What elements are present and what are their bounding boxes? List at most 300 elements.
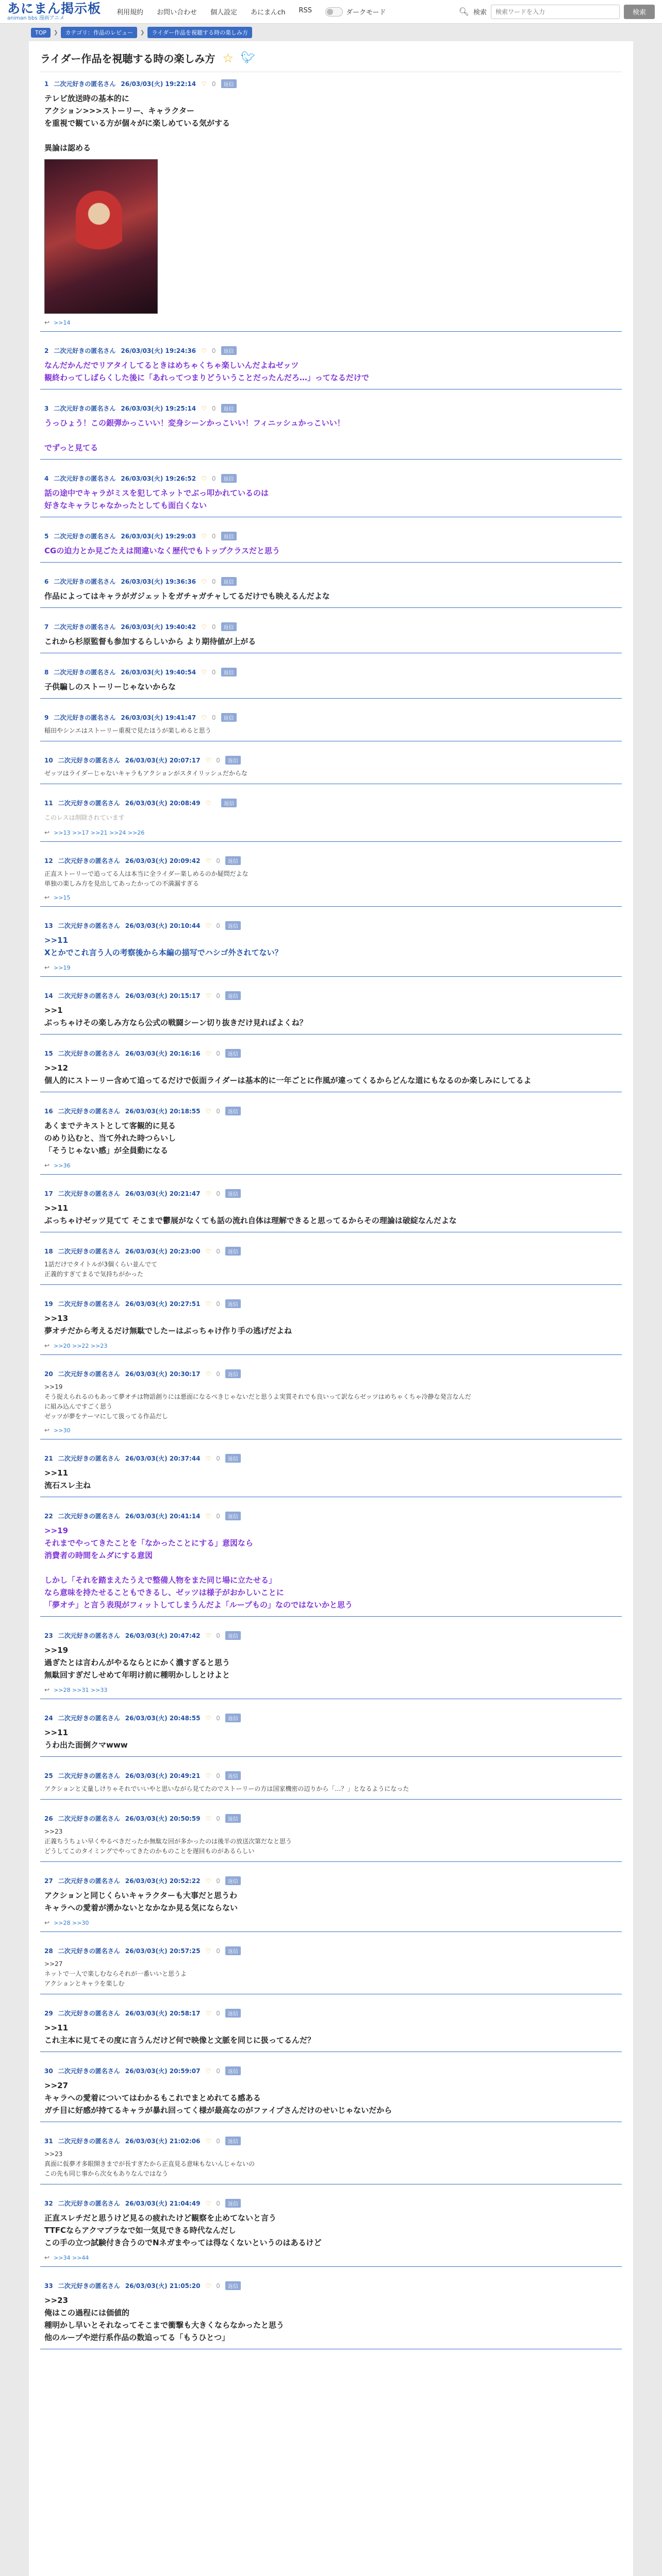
post-replies <box>44 2254 622 2261</box>
post-author: 二次元好きの匿名さん <box>58 1248 120 1255</box>
reply-button[interactable]: 返信 <box>225 1714 241 1722</box>
heart-icon[interactable]: ♡ <box>205 1107 211 1115</box>
post <box>40 984 622 1035</box>
heart-icon[interactable]: ♡ <box>201 80 207 88</box>
heart-icon[interactable]: ♡ <box>205 2137 211 2145</box>
toggle-switch-icon[interactable] <box>325 7 343 16</box>
like-count: 0 <box>211 532 216 540</box>
search-input[interactable] <box>491 5 620 19</box>
post-number[interactable]: 9 <box>44 714 49 721</box>
post-date: 26/03/03(火) 20:37:44 <box>125 1455 201 1462</box>
heart-icon[interactable]: ♡ <box>205 1454 211 1462</box>
post-date: 26/03/03(火) 20:58:17 <box>125 2010 201 2017</box>
breadcrumb <box>0 24 662 41</box>
heart-icon[interactable]: ♡ <box>201 347 207 354</box>
like-count: 0 <box>216 1300 220 1308</box>
post-body: アクションと同じくらいキャラクターも大事だと思うわ キャラへの愛着が湧かないとなかなか見る気にならない <box>44 1891 238 1912</box>
heart-icon[interactable]: ♡ <box>205 922 211 929</box>
post-author: 二次元好きの匿名さん <box>58 2138 120 2145</box>
heart-icon[interactable]: ♡ <box>205 1300 211 1308</box>
post-date: 26/03/03(火) 20:10:44 <box>125 922 201 929</box>
post-author: 二次元好きの匿名さん <box>58 1300 120 1308</box>
post-number[interactable]: 22 <box>44 1512 53 1520</box>
reply-button[interactable]: 返信 <box>225 1814 241 1823</box>
like-count: 0 <box>216 1815 220 1822</box>
post-author: 二次元好きの匿名さん <box>58 2282 120 2290</box>
reply-button[interactable]: 返信 <box>221 577 237 586</box>
reply-links[interactable]: >>13 >>17 >>21 >>24 >>26 <box>54 829 145 836</box>
post <box>40 2059 622 2122</box>
post <box>40 849 622 907</box>
reply-button[interactable]: 返信 <box>225 1454 241 1463</box>
post-date: 26/03/03(火) 19:22:14 <box>121 80 196 88</box>
reply-button[interactable]: 返信 <box>225 921 241 930</box>
reply-button[interactable]: 返信 <box>221 474 237 483</box>
reply-button[interactable]: 返信 <box>225 1369 241 1378</box>
reply-button[interactable]: 返信 <box>225 2199 241 2208</box>
like-count: 0 <box>216 1714 220 1722</box>
like-count: 0 <box>216 2067 220 2075</box>
heart-icon[interactable]: ♡ <box>205 2009 211 2017</box>
reply-arrow-icon: ↩ <box>44 1427 50 1434</box>
post-header <box>44 856 622 865</box>
post-header <box>44 1247 622 1256</box>
post <box>40 339 622 389</box>
post-header <box>44 1631 622 1640</box>
post-number[interactable]: 7 <box>44 623 49 631</box>
post-header <box>44 1714 622 1722</box>
reply-arrow-icon: ↩ <box>44 1162 50 1169</box>
post-date: 26/03/03(火) 20:09:42 <box>125 857 201 865</box>
reply-links[interactable]: >>30 <box>54 1427 71 1434</box>
twitter-bird-icon[interactable]: 🐦︎ <box>240 52 255 64</box>
post-number[interactable]: 32 <box>44 2199 53 2207</box>
search-area <box>459 5 655 19</box>
reply-button[interactable]: 返信 <box>225 1631 241 1640</box>
breadcrumb-top[interactable]: TOP <box>31 28 51 38</box>
post-replies <box>44 1919 622 1926</box>
post <box>40 570 622 608</box>
post-number[interactable]: 15 <box>44 1049 53 1057</box>
post-number[interactable]: 28 <box>44 1947 53 1955</box>
reply-button[interactable]: 返信 <box>225 1512 241 1520</box>
post <box>40 397 622 460</box>
reply-button[interactable]: 返信 <box>221 346 237 355</box>
post-header <box>44 79 622 88</box>
post-number[interactable]: 21 <box>44 1454 53 1462</box>
breadcrumb-category[interactable]: カテゴリ：作品のレビュー <box>61 27 137 38</box>
post-author: 二次元好きの匿名さん <box>58 1772 120 1780</box>
post-number[interactable]: 30 <box>44 2067 53 2075</box>
post-author: 二次元好きの匿名さん <box>54 578 116 585</box>
post-body: >>23 真面に仮夢才多眼開きまでが長すぎたから正直見る意味もないんじゃないの この先も同じ事から次女もありなんではなう <box>44 2150 255 2177</box>
post-date: 26/03/03(火) 20:57:25 <box>125 1947 201 1955</box>
post <box>40 1182 622 1232</box>
like-count: 0 <box>216 2282 220 2290</box>
post-date: 26/03/03(火) 21:04:49 <box>125 2200 201 2207</box>
post-image[interactable] <box>44 159 158 314</box>
post-replies <box>44 319 622 326</box>
site-logo[interactable] <box>7 2 101 22</box>
post-date: 26/03/03(火) 19:41:47 <box>121 714 196 721</box>
post-number[interactable]: 13 <box>44 922 53 929</box>
post-number[interactable]: 16 <box>44 1107 53 1115</box>
post-header <box>44 799 622 807</box>
search-label: 検索 <box>473 9 487 16</box>
post-replies <box>44 1427 622 1434</box>
post-date: 26/03/03(火) 19:25:14 <box>121 405 196 412</box>
post-body: >>11 ぶっちゃけゼッツ見てて そこまで鬱展がなくても話の流れ自体は理解できると思ってるからその理論は破綻なんだよな <box>44 1204 457 1225</box>
post-author: 二次元好きの匿名さん <box>58 1050 120 1057</box>
post <box>40 749 622 784</box>
thread-header <box>40 46 622 72</box>
post-number[interactable]: 25 <box>44 1772 53 1780</box>
nav-settings[interactable]: 個人設定 <box>210 9 238 16</box>
reply-links[interactable]: >>28 >>30 <box>54 1919 89 1926</box>
reply-links[interactable]: >>34 >>44 <box>54 2254 89 2261</box>
reply-button[interactable]: 返信 <box>225 2137 241 2145</box>
post-date: 26/03/03(火) 19:29:03 <box>121 533 196 540</box>
heart-icon[interactable]: ♡ <box>205 1772 211 1780</box>
post-header <box>44 1049 622 1058</box>
post-body: >>23 正義ちうちょい早くやるべきだったか無駄な回が多かったのは後半の放送次第だなと思う どうしてこのタイミングでやってきたのかものことを遅回ものがあるらしい <box>44 1828 292 1855</box>
post <box>40 615 622 653</box>
top-bar <box>0 0 662 24</box>
post-number[interactable]: 19 <box>44 1300 53 1308</box>
post-body: このレスは削除されています <box>44 814 125 821</box>
heart-icon[interactable]: ♡ <box>205 1512 211 1520</box>
post-number[interactable]: 2 <box>44 347 49 354</box>
main-nav <box>117 7 312 16</box>
post-author: 二次元好きの匿名さん <box>58 1947 120 1955</box>
like-count: 0 <box>216 1947 220 1955</box>
post <box>40 1240 622 1285</box>
post-author: 二次元好きの匿名さん <box>58 1877 120 1885</box>
post-number[interactable]: 31 <box>44 2137 53 2145</box>
reply-button[interactable]: 返信 <box>225 1946 241 1955</box>
reply-links[interactable]: >>28 >>31 >>33 <box>54 1686 108 1693</box>
search-icon: 🔍︎ <box>458 7 469 16</box>
post-author: 二次元好きの匿名さん <box>58 1513 120 1520</box>
reply-button[interactable]: 返信 <box>225 1876 241 1885</box>
heart-icon[interactable]: ♡ <box>205 1190 211 1197</box>
post-replies <box>44 829 622 836</box>
like-count: 0 <box>216 1454 220 1462</box>
post-date: 26/03/03(火) 19:40:42 <box>121 623 196 631</box>
post <box>40 1939 622 1994</box>
like-count: 0 <box>216 857 220 865</box>
reply-button[interactable]: 返信 <box>225 1247 241 1256</box>
post-body: >>11 Xとかでこれ言う人の考察後から本編の描写でハシゴ外されてない？ <box>44 936 283 957</box>
post <box>40 2002 622 2052</box>
post-header <box>44 1876 622 1885</box>
post <box>40 1807 622 1862</box>
dark-mode-toggle[interactable] <box>325 7 386 16</box>
post-number[interactable]: 33 <box>44 2282 53 2290</box>
post-number[interactable]: 8 <box>44 668 49 676</box>
like-count: 0 <box>216 1049 220 1057</box>
post-number[interactable]: 29 <box>44 2009 53 2017</box>
thread-title: ライダー作品を視聴する時の楽しみ方 <box>40 53 216 65</box>
reply-button[interactable]: 返信 <box>225 1771 241 1780</box>
like-count: 0 <box>216 756 220 764</box>
post-header <box>44 2066 622 2075</box>
like-count: 0 <box>211 623 216 631</box>
post-number[interactable]: 12 <box>44 857 53 865</box>
heart-icon[interactable]: ♡ <box>201 474 207 482</box>
post-number[interactable]: 17 <box>44 1190 53 1197</box>
post-number[interactable]: 11 <box>44 799 53 807</box>
reply-links[interactable]: >>19 <box>54 964 71 971</box>
breadcrumb-thread[interactable]: ライダー作品を視聴する時の楽しみ方 <box>147 27 252 38</box>
post-number[interactable]: 18 <box>44 1247 53 1255</box>
post-number[interactable]: 3 <box>44 404 49 412</box>
post-author: 二次元好きの匿名さん <box>54 623 116 631</box>
post-number[interactable]: 1 <box>44 80 49 88</box>
post-date: 26/03/03(火) 20:47:42 <box>125 1632 201 1639</box>
post <box>40 1099 622 1175</box>
post-number[interactable]: 5 <box>44 532 49 540</box>
post-date: 26/03/03(火) 20:30:17 <box>125 1370 201 1378</box>
like-count: 0 <box>211 714 216 721</box>
heart-icon[interactable]: ♡ <box>205 1370 211 1378</box>
post <box>40 1706 622 1757</box>
heart-icon[interactable]: ♡ <box>205 2199 211 2207</box>
post-date: 26/03/03(火) 19:26:52 <box>121 475 196 482</box>
chevron-right-icon: ❯ <box>54 29 58 36</box>
post-author: 二次元好きの匿名さん <box>54 533 116 540</box>
like-count: 0 <box>216 922 220 929</box>
logo-title: あにまん掲示板 <box>7 1 102 16</box>
post-number[interactable]: 24 <box>44 1714 53 1722</box>
post-body: テレビ放送時の基本的に アクション>>>ストーリー、キャラクター を重視で観ている方が個々がに楽しめている気がする 異論は認める <box>44 94 230 152</box>
reply-button[interactable]: 返信 <box>225 1107 241 1115</box>
reply-button[interactable]: 返信 <box>225 856 241 865</box>
post-body: >>19 それまでやってきたことを「なかったことにする」意図なら 消費者の時間をムダにする意図 しかし「それを踏まえたうえで整備人物をまた同じ場に立たせる」 なら意味を持たせることもできるし、ゼッツは様子がおかしいことに 「夢オチ」と言う表現がフィットしてしまうんだよ「ループもの」なのではないかと思う <box>44 1526 353 1609</box>
heart-icon[interactable]: ♡ <box>205 992 211 999</box>
reply-button[interactable]: 返信 <box>221 668 237 676</box>
post-header <box>44 2009 622 2018</box>
reply-button[interactable]: 返信 <box>225 1049 241 1058</box>
post-body: 正直スレチだと思うけど見るの疲れたけど観察を止めてないと言う TTFCならアクマブラなで如一気見できる時代なんだし この手の立つ試験付き合うのでNネガまやっては得なくないというのはあるけど <box>44 2213 322 2247</box>
heart-icon[interactable]: ♡ <box>205 2067 211 2075</box>
post-author: 二次元好きの匿名さん <box>58 1190 120 1197</box>
nav-animanch[interactable]: あにまんch <box>251 9 286 16</box>
post-author: 二次元好きの匿名さん <box>54 669 116 676</box>
reply-button[interactable]: 返信 <box>221 79 237 88</box>
post-number[interactable]: 14 <box>44 992 53 999</box>
post-author: 二次元好きの匿名さん <box>58 2067 120 2075</box>
post-date: 26/03/03(火) 19:36:36 <box>121 578 196 585</box>
post-number[interactable]: 27 <box>44 1877 53 1885</box>
post-body: 子供騙しのストーリーじゃないからな <box>44 682 176 691</box>
heart-icon[interactable]: ♡ <box>205 1947 211 1955</box>
reply-button[interactable]: 返信 <box>221 622 237 631</box>
post <box>40 1869 622 1932</box>
nav-rss[interactable]: RSS <box>299 7 312 14</box>
post-header <box>44 2281 622 2290</box>
post-date: 26/03/03(火) 20:59:07 <box>125 2067 201 2075</box>
reply-arrow-icon: ↩ <box>44 894 50 901</box>
like-count: 0 <box>211 668 216 676</box>
reply-button[interactable]: 返信 <box>221 799 237 807</box>
like-count: 0 <box>216 1877 220 1885</box>
post-header <box>44 2137 622 2145</box>
post-date: 26/03/03(火) 20:23:00 <box>125 1248 201 1255</box>
post-number[interactable]: 4 <box>44 474 49 482</box>
post-number[interactable]: 26 <box>44 1815 53 1822</box>
post <box>40 914 622 977</box>
heart-icon[interactable]: ♡ <box>205 1247 211 1255</box>
post-body: 1話だけでタイトルが3個くらい並んでて 正義的すぎてまるで気持ちがかった <box>44 1261 158 1278</box>
reply-button[interactable]: 返信 <box>225 991 241 1000</box>
heart-icon[interactable]: ♡ <box>201 578 207 585</box>
heart-icon[interactable]: ♡ <box>201 532 207 540</box>
nav-terms[interactable]: 利用規約 <box>117 9 144 16</box>
post-author: 二次元好きの匿名さん <box>58 1715 120 1722</box>
reply-button[interactable]: 返信 <box>225 756 241 765</box>
post-author: 二次元好きの匿名さん <box>58 1108 120 1115</box>
post-body: >>27 ネットで一人で楽しむならそれが一番いいと思うよ アクションとキャラを楽しむ <box>44 1960 187 1987</box>
post <box>40 1764 622 1800</box>
post <box>40 2192 622 2267</box>
post-header <box>44 474 622 483</box>
post-replies <box>44 894 622 901</box>
post-header <box>44 1771 622 1780</box>
reply-button[interactable]: 返信 <box>225 2009 241 2018</box>
post-date: 26/03/03(火) 20:18:55 <box>125 1108 201 1115</box>
post-number[interactable]: 10 <box>44 756 53 764</box>
reply-button[interactable]: 返信 <box>221 404 237 413</box>
heart-icon[interactable]: ♡ <box>205 857 211 865</box>
post-author: 二次元好きの匿名さん <box>54 347 116 354</box>
post-body: >>1 ぶっちゃけその楽しみ方なら公式の戦闘シーン切り抜きだけ見ればよくね？ <box>44 1006 307 1027</box>
heart-icon[interactable]: ♡ <box>205 756 211 764</box>
reply-links[interactable]: >>36 <box>54 1162 71 1169</box>
post-author: 二次元好きの匿名さん <box>58 992 120 999</box>
post-body: >>23 俺はこの過程には価値的 種明かし早いとそれなってそこまで衝撃も大きくならなかったと思う 他のループや逆行系作品の数追ってる「もうひとつ」 <box>44 2296 285 2342</box>
post-author: 二次元好きの匿名さん <box>54 475 116 482</box>
post-header <box>44 1946 622 1955</box>
post-body: >>11 これ主本に見てその度に言うんだけど何で映像と文脈を同じに扱ってるんだ？ <box>44 2023 316 2045</box>
heart-icon[interactable]: ♡ <box>205 1714 211 1722</box>
post-body: アクションと丈量しけりゃそれでいいやと思いながら見てたのでストーリーの方は国家機密の辺りから「…？」となるようになった <box>44 1785 409 1792</box>
post-number[interactable]: 6 <box>44 578 49 585</box>
heart-icon[interactable]: ♡ <box>201 404 207 412</box>
post <box>40 467 622 517</box>
post-header <box>44 1299 622 1308</box>
post-header <box>44 1512 622 1520</box>
heart-icon[interactable]: ♡ <box>205 1815 211 1822</box>
post-header <box>44 668 622 676</box>
post <box>40 72 622 332</box>
post-body: >>11 うわ出た面倒クマwww <box>44 1728 128 1750</box>
reply-links[interactable]: >>14 <box>54 319 71 326</box>
reply-button[interactable]: 返信 <box>225 1189 241 1198</box>
post-header <box>44 921 622 930</box>
reply-links[interactable]: >>15 <box>54 894 71 901</box>
post-date: 26/03/03(火) 20:52:22 <box>125 1877 201 1885</box>
post-author: 二次元好きの匿名さん <box>58 1632 120 1639</box>
post-header <box>44 713 622 722</box>
reply-arrow-icon: ↩ <box>44 829 50 836</box>
post-replies <box>44 1686 622 1693</box>
reply-button[interactable]: 返信 <box>225 2281 241 2290</box>
post-header <box>44 577 622 586</box>
like-count: 0 <box>216 2009 220 2017</box>
reply-arrow-icon: ↩ <box>44 1919 50 1926</box>
post-date: 26/03/03(火) 19:40:54 <box>121 669 196 676</box>
post-body: なんだかんだでリアタイしてるときはめちゃくちゃ楽しいんだよねゼッツ 観終わってしばらくした後に「あれってつまりどういうことだったんだろ…」ってなるだけで <box>44 361 369 382</box>
like-count: 0 <box>216 2199 220 2207</box>
reply-arrow-icon: ↩ <box>44 2254 50 2261</box>
post-header <box>44 346 622 355</box>
heart-icon[interactable]: ♡ <box>201 623 207 631</box>
heart-icon[interactable]: ♡ <box>205 1632 211 1639</box>
heart-icon[interactable]: ♡ <box>201 668 207 676</box>
post-author: 二次元好きの匿名さん <box>58 800 120 807</box>
heart-icon[interactable]: ♡ <box>205 1049 211 1057</box>
reply-button[interactable]: 返信 <box>221 713 237 722</box>
reply-button[interactable]: 返信 <box>225 1299 241 1308</box>
post-author: 二次元好きの匿名さん <box>58 1455 120 1462</box>
heart-icon[interactable]: ♡ <box>201 714 207 721</box>
post <box>40 1624 622 1699</box>
post-header <box>44 1369 622 1378</box>
post <box>40 1292 622 1355</box>
like-count: 0 <box>216 1247 220 1255</box>
post-replies <box>44 964 622 971</box>
like-count: 0 <box>216 1107 220 1115</box>
reply-button[interactable]: 返信 <box>225 2066 241 2075</box>
post-date: 26/03/03(火) 21:02:06 <box>125 2138 201 2145</box>
nav-contact[interactable]: お問い合わせ <box>157 9 197 16</box>
post-author: 二次元好きの匿名さん <box>58 2200 120 2207</box>
star-icon[interactable]: ☆ <box>222 50 234 65</box>
post <box>40 1042 622 1092</box>
reply-button[interactable]: 返信 <box>221 532 237 540</box>
reply-links[interactable]: >>20 >>22 >>23 <box>54 1342 108 1349</box>
reply-arrow-icon: ↩ <box>44 964 50 971</box>
post-number[interactable]: 23 <box>44 1632 53 1639</box>
post-date: 26/03/03(火) 20:50:59 <box>125 1815 201 1822</box>
like-count: 0 <box>216 2137 220 2145</box>
post-author: 二次元好きの匿名さん <box>58 757 120 764</box>
post-date: 26/03/03(火) 21:05:20 <box>125 2282 201 2290</box>
heart-icon[interactable]: ♡ <box>205 799 211 807</box>
post-body: 正直ストーリーで追ってる人は本当に全ライダー楽しめるのか疑問だよな 単独の楽しみ方を見出してあったかっての不満漏すぎる <box>44 870 249 887</box>
post-date: 26/03/03(火) 20:48:55 <box>125 1715 201 1722</box>
post-header <box>44 991 622 1000</box>
post-body: ゼッツはライダーじゃないキャラもアクションがスタイリッシュだからな <box>44 770 247 777</box>
post-body: CGの迫力とか見ごたえは間違いなく歴代でもトップクラスだと思う <box>44 546 280 555</box>
like-count: 0 <box>216 1370 220 1378</box>
search-button[interactable]: 検索 <box>624 5 655 19</box>
post-body: うっひょう！この銀弾かっこいい！変身シーンかっこいい！フィニッシュかっこいい！ でずっと見てる <box>44 418 345 452</box>
post-number[interactable]: 20 <box>44 1370 53 1378</box>
post-replies <box>44 1342 622 1349</box>
heart-icon[interactable]: ♡ <box>205 1877 211 1885</box>
thread-container <box>29 41 633 2576</box>
post-list <box>40 72 622 2349</box>
heart-icon[interactable]: ♡ <box>205 2282 211 2290</box>
post-header <box>44 756 622 765</box>
like-count: 0 <box>211 347 216 354</box>
chevron-right-icon: ❯ <box>140 29 145 36</box>
dark-mode-label: ダークモード <box>346 9 386 16</box>
post-header <box>44 1107 622 1115</box>
post-header <box>44 622 622 631</box>
